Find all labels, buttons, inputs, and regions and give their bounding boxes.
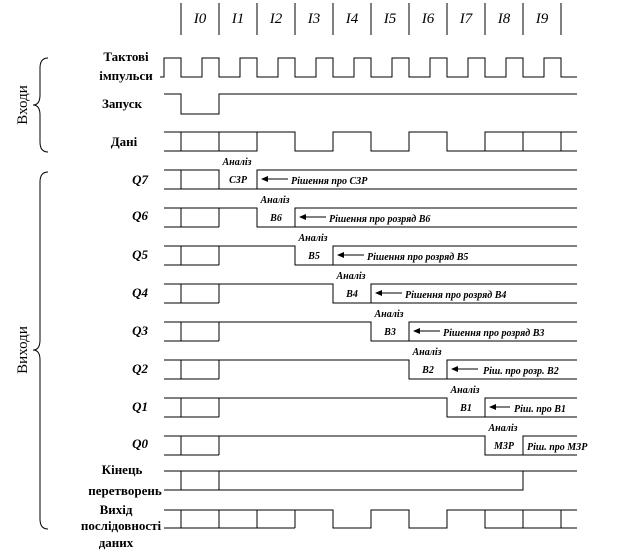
interval-label: I7 (459, 11, 473, 27)
decision-label: Ріш. про МЗР (527, 442, 588, 453)
analysis-label: Аналіз (260, 195, 290, 206)
end-label-line2: перетворень (88, 483, 162, 498)
bit-label: B2 (422, 365, 434, 376)
bit-label: B5 (308, 251, 320, 262)
arrow-icon (413, 328, 420, 334)
bit-label: B3 (384, 327, 396, 338)
output-name: Q6 (132, 208, 148, 223)
serial-label-line2: послідовності (80, 518, 162, 533)
interval-label: I4 (345, 11, 359, 27)
analysis-label: Аналіз (336, 271, 366, 282)
inputs-bracket (33, 58, 48, 152)
arrow-icon (261, 176, 268, 182)
output-name: Q1 (132, 399, 148, 414)
serial-label-line1: Вихід (99, 502, 133, 517)
interval-label: I2 (269, 11, 283, 27)
arrow-icon (451, 366, 458, 372)
arrow-icon (489, 404, 496, 410)
output-name: Q4 (132, 285, 148, 300)
output-row-q3 (132, 309, 577, 341)
interval-label: I8 (497, 11, 511, 27)
output-name: Q2 (132, 361, 148, 376)
decision-label: Ріш. про розр. B2 (483, 366, 559, 377)
serial-waveform (164, 510, 577, 528)
decision-label: Ріш. про B1 (514, 404, 566, 415)
arrow-icon (375, 290, 382, 296)
start-label: Запуск (101, 96, 143, 111)
decision-label: Рішення про розряд B5 (367, 252, 469, 263)
interval-label: I1 (231, 11, 245, 27)
output-name: Q0 (132, 436, 148, 451)
inputs-group-label: Входи (15, 85, 31, 125)
interval-label: I9 (535, 11, 549, 27)
bit-label: МЗР (493, 441, 515, 452)
clock-label-line2: імпульси (99, 68, 153, 83)
interval-label: I6 (421, 11, 435, 27)
arrow-icon (299, 214, 306, 220)
data-label: Дані (110, 134, 138, 149)
output-row-q7 (132, 157, 577, 189)
start-waveform (164, 94, 577, 114)
end-label-line1: Кінець (101, 462, 143, 477)
analysis-label: Аналіз (298, 233, 328, 244)
clock-label-line1: Тактові (103, 49, 149, 64)
interval-label: I0 (193, 11, 207, 27)
output-row-q6 (132, 195, 577, 227)
output-row-q2 (132, 347, 577, 379)
interval-label: I5 (383, 11, 397, 27)
output-row-q4 (132, 271, 577, 303)
clock-waveform (160, 58, 577, 77)
output-name: Q3 (132, 323, 148, 338)
decision-label: Рішення про СЗР (291, 176, 368, 187)
outputs-bracket (33, 172, 48, 529)
arrow-icon (337, 252, 344, 258)
decision-label: Рішення про розряд B4 (405, 290, 507, 301)
bit-label: B1 (460, 403, 472, 414)
data-waveform (164, 132, 577, 151)
serial-label-line3: даних (98, 535, 134, 550)
bit-label: СЗР (229, 175, 247, 186)
bit-label: B4 (346, 289, 358, 300)
interval-header (181, 3, 561, 35)
output-row-q5 (132, 233, 577, 265)
analysis-label: Аналіз (412, 347, 442, 358)
end-waveform (164, 471, 577, 490)
output-row-q0 (132, 423, 588, 455)
interval-label: I3 (307, 11, 321, 27)
outputs-group-label: Виходи (15, 326, 31, 374)
analysis-label: Аналіз (222, 157, 252, 168)
decision-label: Рішення про розряд B6 (329, 214, 431, 225)
output-row-q1 (132, 385, 577, 417)
analysis-label: Аналіз (488, 423, 518, 434)
bit-label: B6 (270, 213, 282, 224)
analysis-label: Аналіз (450, 385, 480, 396)
output-name: Q5 (132, 247, 148, 262)
decision-label: Рішення про розряд B3 (443, 328, 545, 339)
output-name: Q7 (132, 172, 148, 187)
analysis-label: Аналіз (374, 309, 404, 320)
